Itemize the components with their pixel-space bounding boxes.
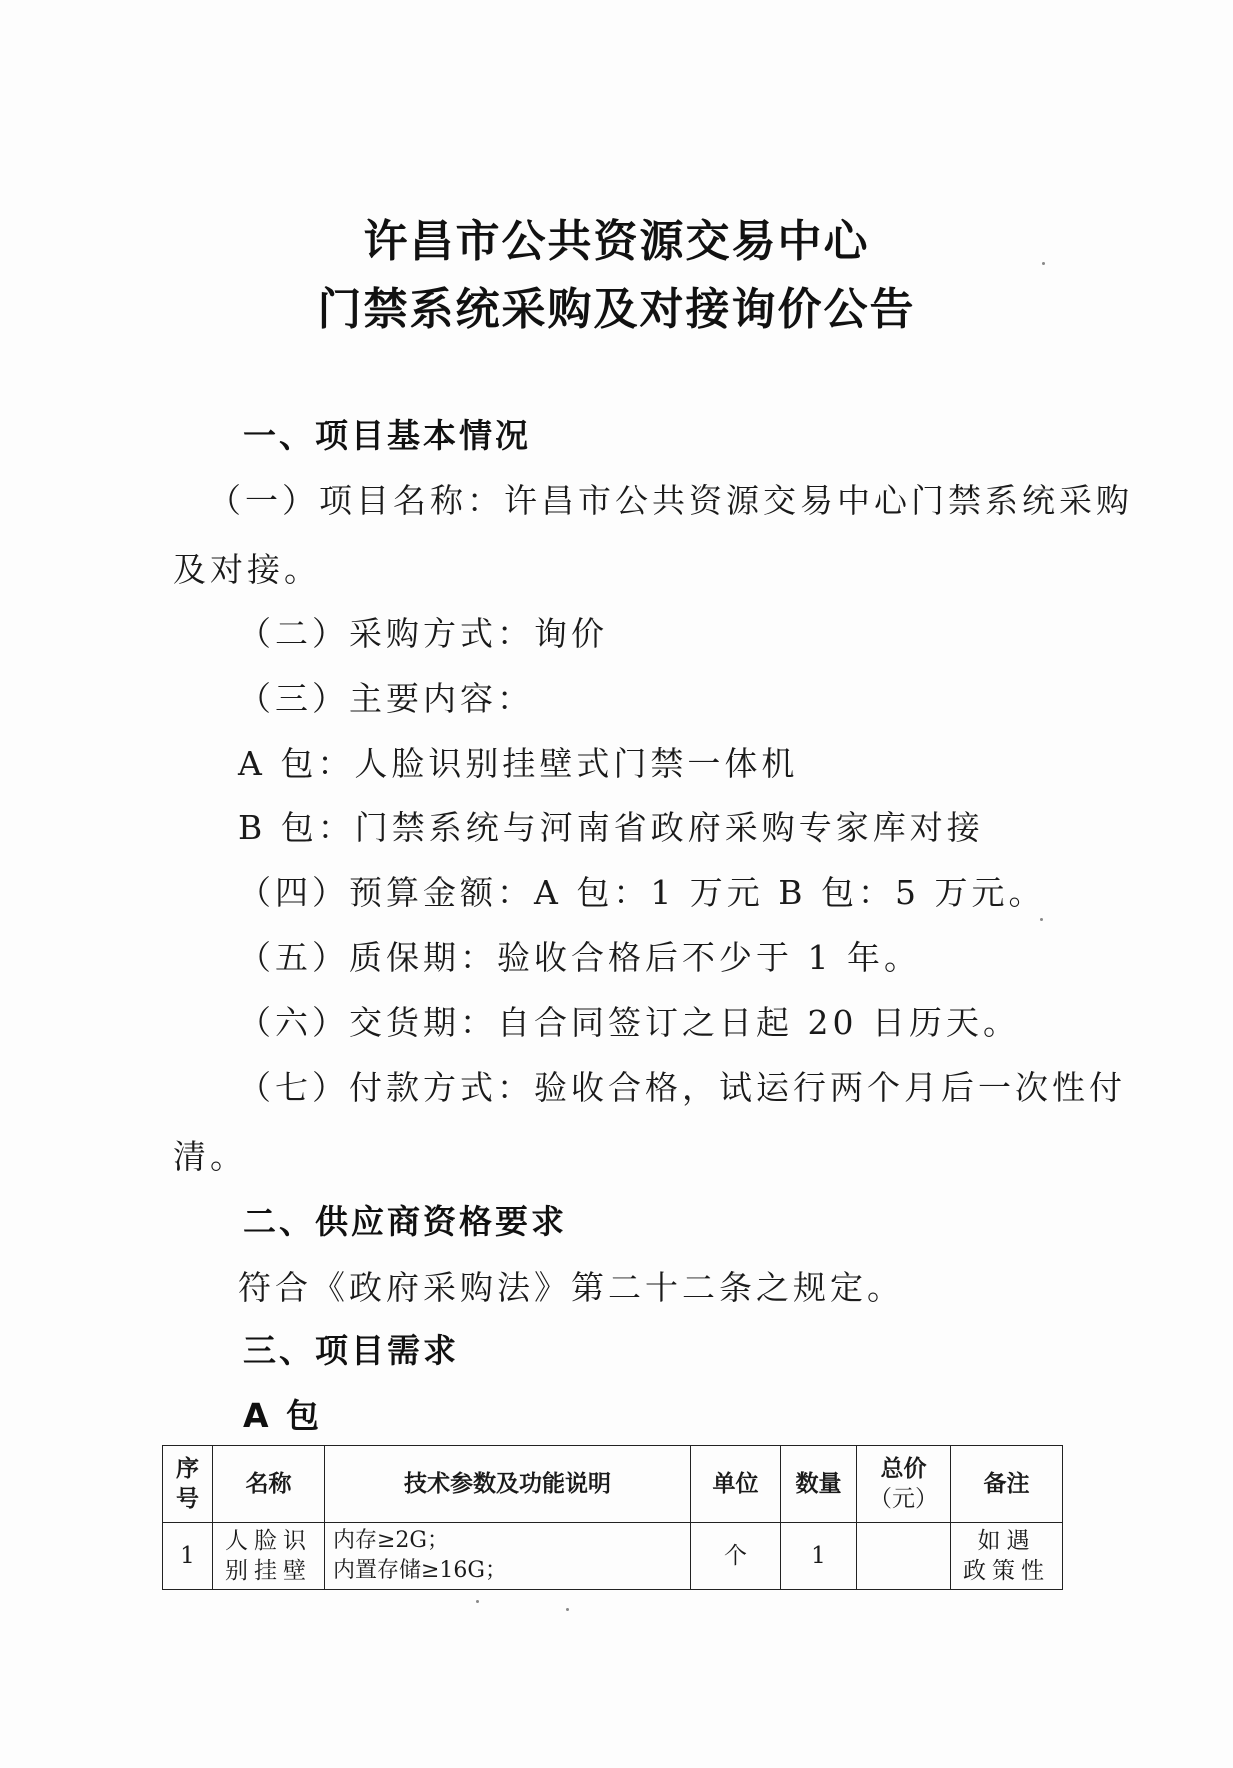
header-name: 名称 bbox=[213, 1446, 325, 1523]
header-remark: 备注 bbox=[951, 1446, 1063, 1523]
item1-text-line1: （一）项目名称：许昌市公共资源交易中心门禁系统采购 bbox=[208, 481, 1133, 520]
requirements-table bbox=[162, 1445, 1063, 1590]
package-a-label: A 包 bbox=[243, 1396, 323, 1435]
scan-speck bbox=[566, 1608, 569, 1611]
cell-unit: 个 bbox=[691, 1523, 781, 1590]
document-title-line1: 许昌市公共资源交易中心 bbox=[363, 216, 870, 267]
item7-text-line1: （七）付款方式：验收合格，试运行两个月后一次性付 bbox=[238, 1068, 1126, 1107]
item6-text: （六）交货期：自合同签订之日起 20 日历天。 bbox=[238, 1003, 1020, 1042]
header-unit: 单位 bbox=[691, 1446, 781, 1523]
item5-text: （五）质保期：验收合格后不少于 1 年。 bbox=[238, 938, 921, 977]
item4-text: （四）预算金额：A 包：1 万元 B 包：5 万元。 bbox=[238, 873, 1046, 912]
header-params: 技术参数及功能说明 bbox=[325, 1446, 691, 1523]
scan-speck bbox=[476, 1600, 479, 1603]
item7-text-line2: 清。 bbox=[173, 1137, 247, 1176]
cell-total bbox=[857, 1523, 951, 1590]
cell-params: 内存≥2G； 内置存储≥16G； bbox=[325, 1523, 691, 1590]
package-b-text: B 包：门禁系统与河南省政府采购专家库对接 bbox=[238, 808, 984, 847]
cell-remark: 如遇 政策性 bbox=[951, 1523, 1063, 1590]
table-header-row bbox=[163, 1446, 1063, 1523]
item2-text: （二）采购方式：询价 bbox=[238, 614, 608, 653]
header-seq: 序 号 bbox=[163, 1446, 213, 1523]
item3-text: （三）主要内容： bbox=[238, 679, 534, 718]
item1-text-line2: 及对接。 bbox=[173, 550, 321, 589]
section1-heading: 一、项目基本情况 bbox=[243, 416, 531, 455]
section2-text: 符合《政府采购法》第二十二条之规定。 bbox=[238, 1268, 904, 1307]
package-a-text: A 包：人脸识别挂壁式门禁一体机 bbox=[238, 744, 799, 783]
table-row bbox=[163, 1523, 1063, 1590]
document-title-line2: 门禁系统采购及对接询价公告 bbox=[317, 284, 916, 335]
scan-speck bbox=[1040, 918, 1043, 921]
section2-heading: 二、供应商资格要求 bbox=[243, 1202, 567, 1241]
cell-qty: 1 bbox=[781, 1523, 857, 1590]
cell-seq: 1 bbox=[163, 1523, 213, 1590]
section3-heading: 三、项目需求 bbox=[243, 1331, 459, 1370]
cell-name: 人脸识 别挂壁 bbox=[213, 1523, 325, 1590]
header-total: 总价 （元） bbox=[857, 1446, 951, 1523]
scan-speck bbox=[1042, 262, 1045, 265]
header-qty: 数量 bbox=[781, 1446, 857, 1523]
